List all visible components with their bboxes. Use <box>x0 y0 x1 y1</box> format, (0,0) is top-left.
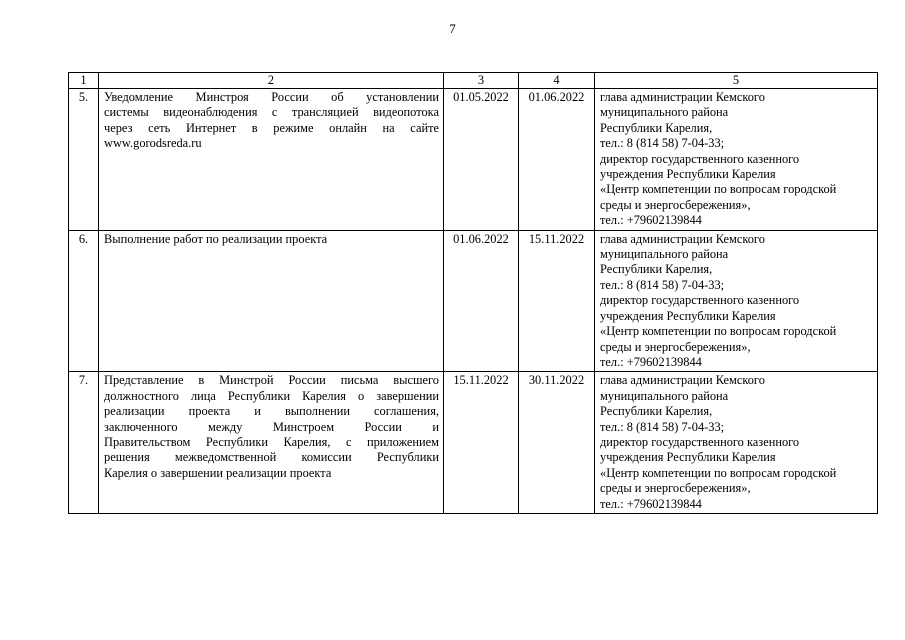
contact-line: муниципального района <box>600 247 729 262</box>
table-row <box>69 89 878 231</box>
responsible-contacts <box>595 372 878 514</box>
start-date: 15.11.2022 <box>444 372 519 514</box>
column-header: 3 <box>444 73 519 89</box>
description-line: системы видеонаблюдения с трансляцией видеопотока <box>104 105 439 120</box>
contact-line: «Центр компетенции по вопросам городской <box>600 324 837 339</box>
contact-line: среды и энергосбережения», <box>600 481 751 496</box>
contact-line: директор государственного казенного <box>600 434 800 449</box>
start-date: 01.05.2022 <box>444 89 519 231</box>
contact-line: глава администрации Кемского <box>600 90 765 104</box>
contact-line: тел.: +79602139844 <box>600 496 702 511</box>
contact-line: учреждения Республики Карелия <box>600 167 776 182</box>
contact-line: Республики Карелия, <box>600 404 713 419</box>
description-line: реализации проекта и выполнении соглашения, <box>104 404 439 419</box>
contact-line: тел.: 8 (814 58) 7-04-33; <box>600 277 725 292</box>
description-line: Правительством Республики Карелия, с приложением <box>104 434 439 449</box>
end-date: 15.11.2022 <box>519 230 595 372</box>
schedule-table <box>68 72 878 514</box>
contact-line: глава администрации Кемского <box>600 373 765 388</box>
contact-line: среды и энергосбережения», <box>600 339 751 354</box>
description-line: Выполнение работ по реализации проекта <box>104 231 328 246</box>
table-row <box>69 230 878 372</box>
task-description <box>99 230 444 372</box>
page-number: 7 <box>449 21 456 36</box>
contact-line: тел.: +79602139844 <box>600 213 702 228</box>
task-description <box>99 89 444 231</box>
row-number: 5. <box>69 89 99 231</box>
contact-line: среды и энергосбережения», <box>600 197 751 212</box>
end-date: 30.11.2022 <box>519 372 595 514</box>
description-line: заключенного между Минстроем России и <box>104 419 439 434</box>
description-line: должностного лица Республики Карелия о завершении <box>104 388 439 403</box>
description-line: через сеть Интернет в режиме онлайн на сайте <box>104 120 439 135</box>
row-number: 6. <box>69 230 99 372</box>
contact-line: учреждения Республики Карелия <box>600 450 776 465</box>
column-header: 5 <box>595 73 878 89</box>
column-header: 1 <box>69 73 99 89</box>
column-header: 2 <box>99 73 444 89</box>
task-description <box>99 372 444 514</box>
end-date: 01.06.2022 <box>519 89 595 231</box>
table-row <box>69 372 878 514</box>
description-line: решения межведомственной комиссии Республики <box>104 450 439 465</box>
contact-line: директор государственного казенного <box>600 151 800 166</box>
description-line: Карелия о завершении реализации проекта <box>104 465 332 480</box>
contact-line: муниципального района <box>600 388 729 403</box>
description-line: Представление в Минстрой России письма высшего <box>104 373 439 388</box>
row-number: 7. <box>69 372 99 514</box>
table-header-row <box>69 73 878 89</box>
contact-line: глава администрации Кемского <box>600 231 765 246</box>
contact-line: «Центр компетенции по вопросам городской <box>600 182 837 197</box>
contact-line: тел.: 8 (814 58) 7-04-33; <box>600 419 725 434</box>
contact-line: муниципального района <box>600 105 729 120</box>
description-line: www.gorodsreda.ru <box>104 136 202 151</box>
contact-line: Республики Карелия, <box>600 262 713 277</box>
contact-line: директор государственного казенного <box>600 293 800 308</box>
column-header: 4 <box>519 73 595 89</box>
responsible-contacts <box>595 89 878 231</box>
description-line: Уведомление Минстроя России об установлении <box>104 90 439 104</box>
responsible-contacts <box>595 230 878 372</box>
contact-line: «Центр компетенции по вопросам городской <box>600 465 837 480</box>
contact-line: тел.: +79602139844 <box>600 354 702 369</box>
start-date: 01.06.2022 <box>444 230 519 372</box>
contact-line: Республики Карелия, <box>600 120 713 135</box>
contact-line: учреждения Республики Карелия <box>600 308 776 323</box>
contact-line: тел.: 8 (814 58) 7-04-33; <box>600 136 725 151</box>
